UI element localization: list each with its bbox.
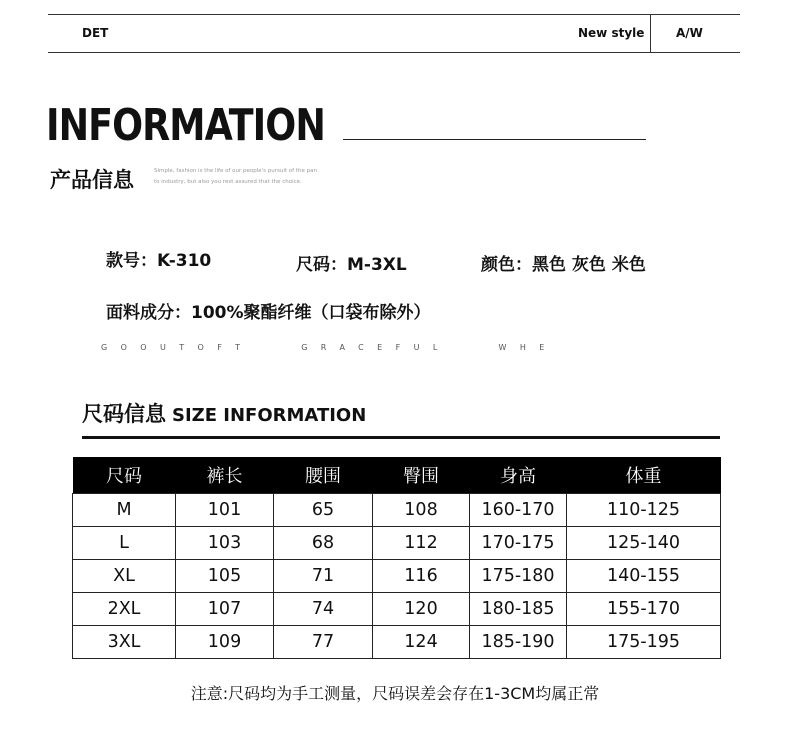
cell: 124 [373,626,470,659]
cell: 175-180 [470,560,567,593]
header-bottom-rule [48,52,740,53]
header-hip: 臀围 [373,457,470,494]
cell: 110-125 [567,494,721,527]
cell: 185-190 [470,626,567,659]
header-size: 尺码 [73,457,176,494]
header-length: 裤长 [176,457,274,494]
page-title: INFORMATION [46,100,325,151]
cell: 108 [373,494,470,527]
table-header-row [73,457,721,494]
tagline [154,166,334,188]
table-row [73,626,721,659]
table-row [73,560,721,593]
color-options: 颜色：黑色 灰色 米色 [481,255,646,275]
style-number: 款号：K-310 [106,251,212,271]
cell: 2XL [73,593,176,626]
fabric-composition: 面料成分：100%聚酯纤维（口袋布除外） [106,303,431,323]
brand-label: DET [82,26,109,40]
season-label: A/W [676,26,703,40]
cell: 101 [176,494,274,527]
title-underline [343,139,646,140]
cell: 65 [274,494,373,527]
tagline-line-1: Simple, fashion is the life of our people's pursuit of the pan [154,168,317,174]
cell: 180-185 [470,593,567,626]
cell: 105 [176,560,274,593]
cell: 103 [176,527,274,560]
header-waist: 腰围 [274,457,373,494]
product-info-heading: 产品信息 [50,168,134,192]
header-top-rule [48,14,740,15]
size-table [72,457,721,659]
cell: M [73,494,176,527]
size-info-title-en: SIZE INFORMATION [172,405,367,426]
cell: 109 [176,626,274,659]
cell: 112 [373,527,470,560]
table-row [73,494,721,527]
cell: 74 [274,593,373,626]
cell: 170-175 [470,527,567,560]
size-heading-rule [82,436,720,439]
cell: L [73,527,176,560]
cell: 155-170 [567,593,721,626]
header-weight: 体重 [567,457,721,494]
size-range: 尺码：M-3XL [296,255,407,275]
cell: XL [73,560,176,593]
size-info-title-cn: 尺码信息 [82,402,166,426]
cell: 125-140 [567,527,721,560]
cell: 3XL [73,626,176,659]
table-row [73,593,721,626]
cell: 107 [176,593,274,626]
cell: 116 [373,560,470,593]
measurement-note: 注意:尺码均为手工测量，尺码误差会存在1-3CM均属正常 [190,684,600,703]
cell: 160-170 [470,494,567,527]
style-label: New style [578,26,645,40]
header-divider [650,14,651,52]
size-info-heading [82,398,366,428]
cell: 77 [274,626,373,659]
cell: 68 [274,527,373,560]
decorative-spaced-text: GOOUTOFT GRACEFUL WHE [101,343,558,352]
cell: 120 [373,593,470,626]
table-row [73,527,721,560]
header-height: 身高 [470,457,567,494]
cell: 71 [274,560,373,593]
cell: 175-195 [567,626,721,659]
tagline-line-2: to industry, but also you rest assured that the choice. [154,179,302,185]
cell: 140-155 [567,560,721,593]
